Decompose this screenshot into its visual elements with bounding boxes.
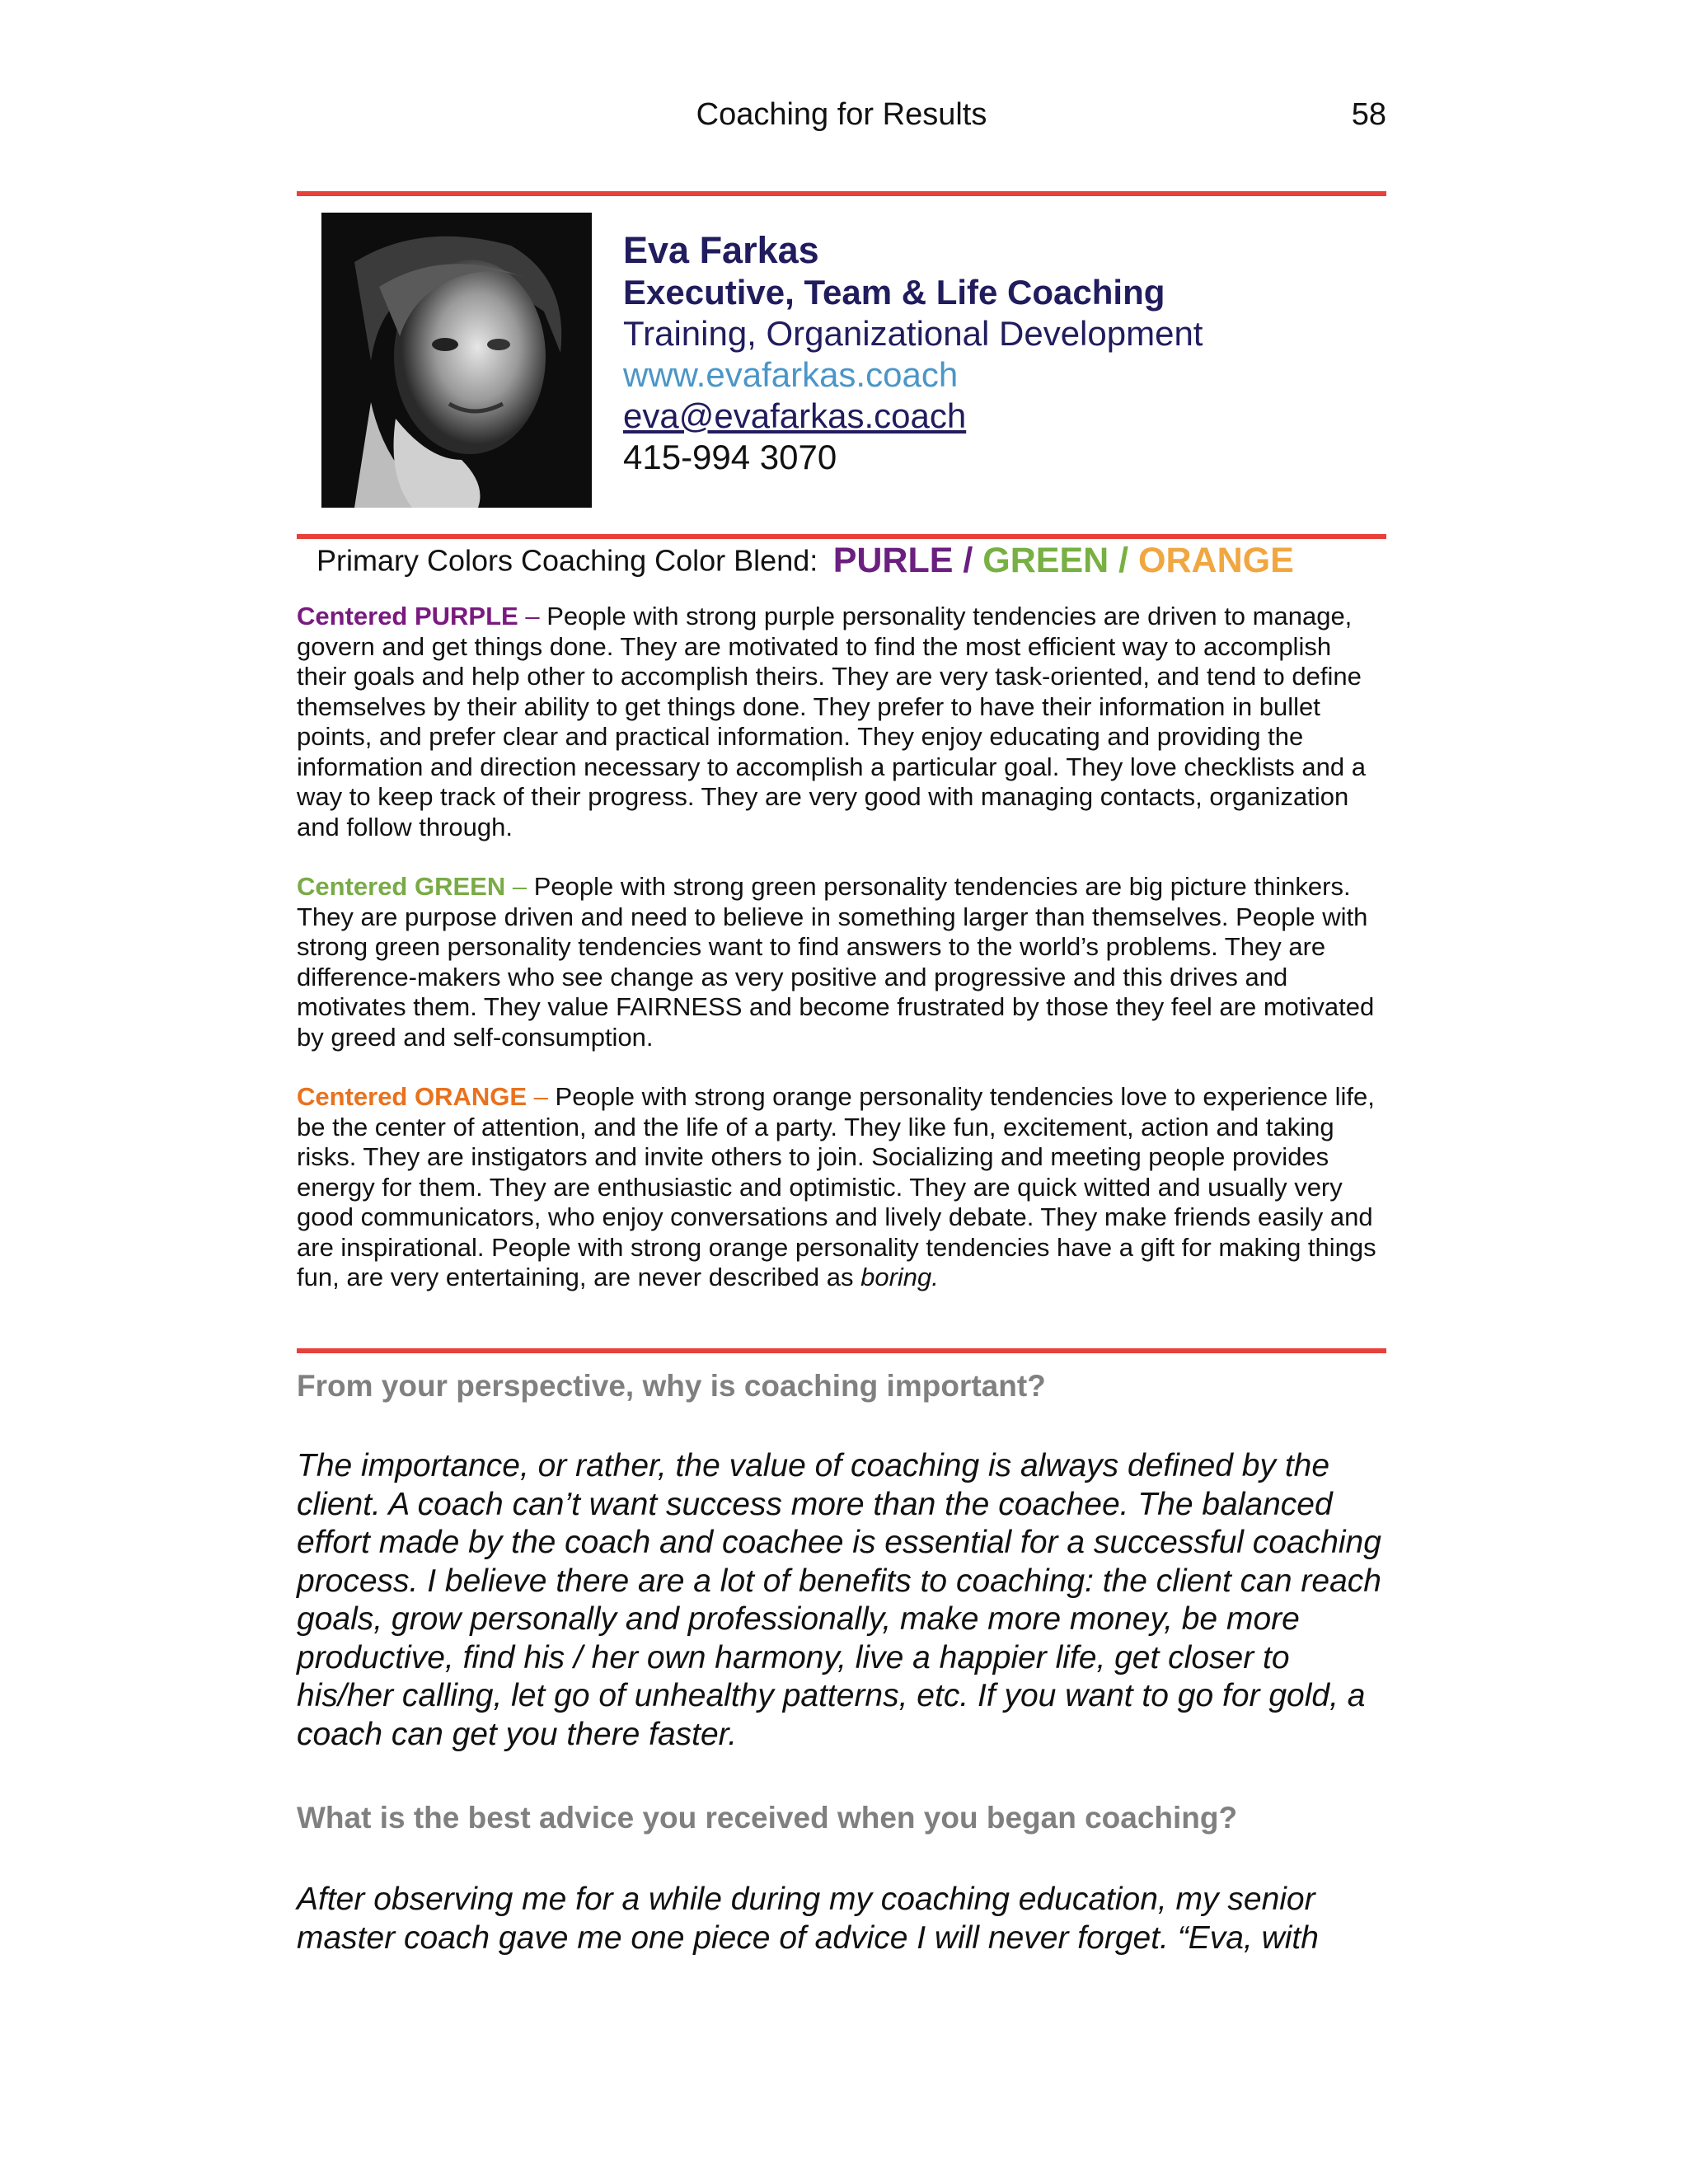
color-blend-line — [316, 541, 1388, 587]
green-description — [297, 872, 1386, 1052]
page-number: 58 — [1351, 97, 1386, 132]
green-text: People with strong green personality tendencies are big picture thinkers. They are purpose driven and need to believe in something larger than themselves. People with strong green personality tendencies want to find answers to the world’s problems. They are difference-makers who see change as very positive and progressive and this drives and motivates them. They value FAIRNESS and become frustrated by those they feel are motivated by greed and self-consumption. — [297, 872, 1375, 1052]
profile-photo — [321, 213, 592, 508]
question-2: What is the best advice you received when you began coaching? — [297, 1801, 1238, 1835]
question-1: From your perspective, why is coaching important? — [297, 1369, 1046, 1403]
coach-services: Training, Organizational Development — [623, 314, 1203, 353]
running-title: Coaching for Results — [696, 97, 987, 132]
page-header — [297, 97, 1386, 140]
email-link[interactable]: eva@evafarkas.coach — [623, 396, 967, 435]
website-link[interactable]: www.evafarkas.coach — [623, 355, 959, 394]
bottom-divider — [297, 1348, 1386, 1353]
green-lead: Centered GREEN — [297, 872, 506, 901]
orange-text-italic: boring. — [860, 1263, 939, 1291]
coach-specialty: Executive, Team & Life Coaching — [623, 273, 1165, 312]
purple-text: People with strong purple personality tendencies are driven to manage, govern and get things done. They are motivated to find the most efficient way to accomplish their goals and help other to accomplish theirs. They are very task-oriented, and tend to define themselves by their ability to get things done. They prefer to have their information in bullet points, and prefer clear and practical information. They enjoy educating and providing the information and direction necessary to accomplish a particular goal. They love checklists and a way to keep track of their progress. They are very good with managing contacts, organization and follow through. — [297, 602, 1366, 841]
color-blend-label: Primary Colors Coaching Color Blend: — [316, 543, 818, 578]
blend-color-green: GREEN — [982, 541, 1109, 580]
blend-color-orange: ORANGE — [1138, 541, 1294, 580]
orange-lead: Centered ORANGE — [297, 1082, 528, 1111]
portrait-image — [321, 213, 592, 508]
color-blend-values — [833, 541, 1294, 580]
blend-color-purple: PURLE — [832, 541, 954, 580]
purple-dash: – — [518, 602, 547, 630]
middle-divider — [297, 534, 1386, 539]
blend-separator: / — [1109, 541, 1139, 580]
blend-separator: / — [953, 541, 983, 580]
green-dash: – — [505, 872, 534, 901]
contact-block — [623, 229, 1365, 478]
orange-text: People with strong orange personality tendencies love to experience life, be the center of attention, and the life of a party. They like fun, excitement, action and taking risks. They are instigators and invite others to join. Socializing and meeting people provides energy for them. They are enthusiastic and optimistic. They are quick witted and usually very good communicators, who enjoy conversations and lively debate. They make friends easily and are inspirational. People with strong orange personality tendencies have a gift for making things fun, are very entertaining, are never described as — [297, 1082, 1376, 1291]
orange-description — [297, 1082, 1386, 1293]
answer-1: The importance, or rather, the value of coaching is always defined by the client. A coach can’t want success more than the coachee. The balanced effort made by the coach and coachee is essential for a successful coaching process. I believe there are a lot of benefits to coaching: the client can reach goals, grow personally and professionally, make more money, be more productive, find his / her own harmony, live a happier life, get closer to his/her calling, let go of unhealthy patterns, etc. If you want to go for gold, a coach can get you there faster. — [297, 1448, 1381, 1752]
purple-lead: Centered PURPLE — [297, 602, 518, 630]
answer-2: After observing me for a while during my coaching education, my senior master coach gave me one piece of advice I will never forget. “Eva, with — [297, 1882, 1319, 1956]
top-divider — [297, 191, 1386, 196]
coach-name: Eva Farkas — [623, 229, 819, 271]
purple-description — [297, 602, 1386, 842]
orange-dash: – — [527, 1082, 556, 1111]
phone-number: 415-994 3070 — [623, 438, 837, 476]
